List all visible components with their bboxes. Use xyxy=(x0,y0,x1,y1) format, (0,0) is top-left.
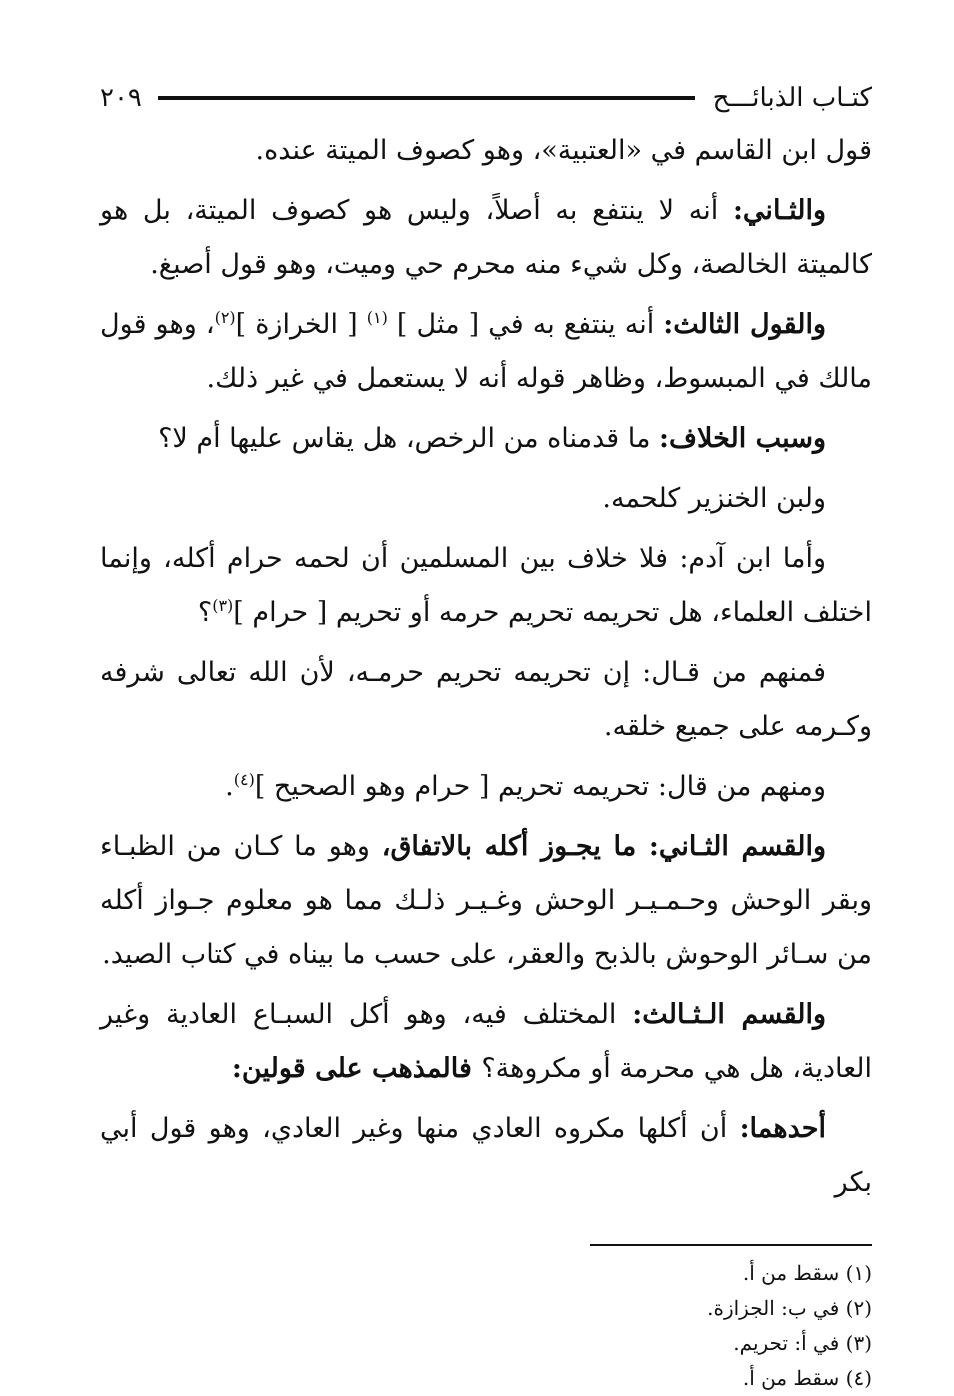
paragraph-emphasis: ما يجـوز أكله بالاتفاق، xyxy=(381,831,649,862)
running-header xyxy=(100,78,872,118)
paragraph-text: . xyxy=(225,771,234,802)
main-text xyxy=(100,124,872,1210)
paragraph-text: ولبن الخنزير كلحمه. xyxy=(602,483,826,514)
paragraph-text: وهو ما كـان من الظبـاء وبقر الوحش وحـمـيـر الوحش وغـيـر ذلـك مما هو معلوم جـواز أكله من سـائر الوحوش بالذبح والعقر، على حسب ما بيناه في كتاب الصيد. xyxy=(100,831,872,970)
footnote-2: (٢) في ب: الجزازة. xyxy=(707,1296,872,1320)
paragraph-text: فمنهم من قـال: إن تحريمه تحريم حرمـه، لأن الله تعالى شرفه وكـرمه على جميع خلقه. xyxy=(100,657,872,742)
book-title: كتـاب الذبائـــح xyxy=(712,83,872,113)
footnote-1: (١) سقط من أ. xyxy=(742,1261,872,1285)
footnote-ref-1: (١) xyxy=(366,308,388,327)
paragraph-text: وأما ابن آدم: فلا خلاف بين المسلمين أن لحمه حرام أكله، وإنما اختلف العلماء، هل تحريمه تحريم حرمه أو تحريم [ حرام ] xyxy=(100,543,872,628)
paragraph-3 xyxy=(100,298,872,406)
footnote-3: (٣) في أ: تحريم. xyxy=(733,1331,872,1355)
paragraph-6 xyxy=(100,532,872,640)
book-page xyxy=(100,78,872,1390)
paragraph-emphasis: فالمذهب على قولين: xyxy=(231,1053,482,1084)
footnote-ref-2: (٢) xyxy=(214,308,236,327)
paragraph-text: أن أكلها مكروه العادي منها وغير العادي، وهو قول أبي بكر xyxy=(100,1113,872,1198)
paragraph-text: ومنهم من قال: تحريمه تحريم [ حرام وهو الصحيح ] xyxy=(254,771,826,802)
paragraph-9 xyxy=(100,820,872,982)
paragraph-lead: والقسم الـثـالث: xyxy=(632,999,826,1030)
paragraph-8 xyxy=(100,760,872,814)
footnote-4: (٤) سقط من أ. xyxy=(742,1366,872,1390)
paragraph-4 xyxy=(100,412,872,466)
paragraph-text: ؟ xyxy=(197,597,213,628)
page-number: ٢٠٩ xyxy=(100,83,142,113)
header-rule xyxy=(158,96,695,100)
paragraph-1 xyxy=(100,124,872,178)
paragraph-text: ، وهو قول مالك في المبسوط، وظاهر قوله أنه لا يستعمل في غير ذلك. xyxy=(100,309,872,394)
paragraph-text: قول ابن القاسم في «العتبية»، وهو كصوف الميتة عنده. xyxy=(255,135,872,166)
footnotes xyxy=(100,1256,872,1396)
paragraph-11 xyxy=(100,1102,872,1210)
paragraph-text: [ الخرازة ] xyxy=(235,309,367,340)
paragraph-5 xyxy=(100,472,872,526)
paragraph-7 xyxy=(100,646,872,754)
paragraph-2 xyxy=(100,184,872,292)
paragraph-lead: وسبب الخلاف: xyxy=(659,423,826,454)
paragraph-lead: والقسم الثـاني: xyxy=(648,831,826,862)
footnote-ref-3: (٣) xyxy=(212,596,234,615)
paragraph-text: المختلف فيه، وهو أكل السبـاع العادية وغير العادية، هل هي محرمة أو مكروهة؟ xyxy=(100,999,872,1084)
paragraph-lead: والثـاني: xyxy=(732,195,826,226)
footnote-ref-4: (٤) xyxy=(233,770,255,789)
paragraph-10 xyxy=(100,988,872,1096)
paragraph-text: أنه لا ينتفع به أصلاً، وليس هو كصوف الميتة، بل هو كالميتة الخالصة، وكل شيء منه محرم حي وميت، وهو قول أصبغ. xyxy=(100,195,872,280)
paragraph-lead: والقول الثالث: xyxy=(663,309,826,340)
paragraph-text: أنه ينتفع به في [ مثل ] xyxy=(387,309,664,340)
paragraph-lead: أحدهما: xyxy=(739,1113,826,1144)
paragraph-text: ما قدمناه من الرخص، هل يقاس عليها أم لا؟ xyxy=(158,423,660,454)
footnote-separator xyxy=(590,1244,872,1246)
